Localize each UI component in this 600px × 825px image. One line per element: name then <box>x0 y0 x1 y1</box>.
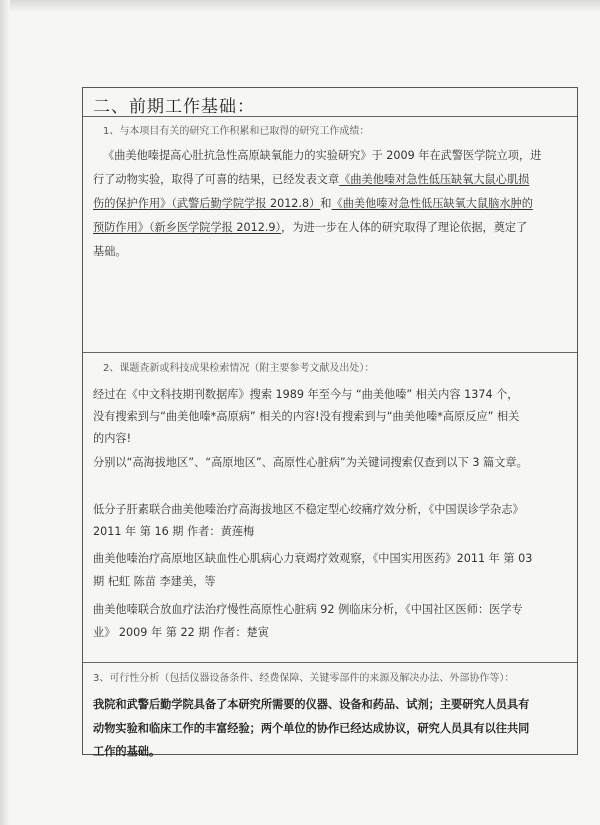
reference-3-line-2: 业》 2009 年 第 22 期 作者：楚寅 <box>93 626 269 639</box>
literature-search-section <box>83 353 577 663</box>
feasibility-text-line-3: 工作的基础。 <box>93 745 161 758</box>
reference-2-line-2: 期 杞虹 陈苗 李建美，等 <box>93 575 216 588</box>
literature-search-heading: 2、课题查新或科技成果检索情况（附主要参考文献及出处）： <box>103 363 375 374</box>
reference-2-line-1: 曲美他嗪治疗高原地区缺血性心肌病心力衰竭疗效观察，《中国实用医药》2011 年 第 03 <box>93 552 533 565</box>
search-text-line-2: 没有搜索到与“曲美他嗪*高原病” 相关的内容!没有搜索到与“曲美他嗪*高原反应” 相关 <box>93 410 520 423</box>
scan-shadow-top <box>0 0 600 12</box>
reference-1-line-2: 2011 年 第 16 期 作者：黄莲梅 <box>93 525 255 538</box>
search-text-line-1: 经过在《中文科技期刊数据库》搜索 1989 年至今与 “曲美他嗪” 相关内容 1374 个， <box>93 388 519 401</box>
published-article-2: 《曲美他嗪对急性低压缺氧大鼠脑水肿的 <box>331 197 533 210</box>
published-article-2-source: 预防作用》（新乡医学院学报 2012.9） <box>93 221 282 234</box>
research-text-line-5: 基础。 <box>93 245 127 258</box>
feasibility-section <box>83 663 577 756</box>
research-text-line-3: 伤的保护作用》（武警后勤学院学报 2012.8）和《曲美他嗪对急性低压缺氧大鼠脑水肿的 <box>93 197 533 210</box>
form-table <box>82 87 578 758</box>
research-text-line-4: 预防作用》（新乡医学院学报 2012.9），为进一步在人体的研究取得了理论依据，奠定了 <box>93 221 528 234</box>
reference-3-line-1: 曲美他嗪联合放血疗法治疗慢性高原性心脏病 92 例临床分析，《中国社区医师：医学专 <box>93 603 523 616</box>
section-title-row <box>83 88 577 117</box>
published-article-1: 《曲美他嗪对急性低压缺氧大鼠心肌损 <box>339 173 530 186</box>
search-text-line-4: 分别以“高海拔地区”、“高原地区”、高原性心脏病”为关键词搜索仅查到以下 3 篇文章。 <box>93 456 528 469</box>
research-accumulation-section <box>83 117 577 353</box>
feasibility-heading: 3、可行性分析（包括仪器设备条件、经费保障、关键零部件的来源及解决办法、外部协作等）： <box>93 673 515 684</box>
published-article-1-source: 伤的保护作用》（武警后勤学院学报 2012.8） <box>93 197 321 210</box>
feasibility-text-line-1: 我院和武警后勤学院具备了本研究所需要的仪器、设备和药品、试剂；主要研究人员具有 <box>93 698 530 711</box>
research-text-line-1: 《曲美他嗪提高心肚抗急性高原缺氧能力的实验研究》于 2009 年在武警医学院立项，进 <box>103 149 542 162</box>
research-text-line-2: 行了动物实验，取得了可喜的结果，已经发表文章《曲美他嗪对急性低压缺氧大鼠心肌损 <box>93 173 530 186</box>
section-title: 二、前期工作基础： <box>93 97 255 117</box>
reference-1-line-1: 低分子肝素联合曲美他嗪治疗高海拔地区不稳定型心绞痛疗效分析，《中国误诊学杂志》 <box>93 503 524 516</box>
scan-shadow-left <box>0 0 10 825</box>
research-accumulation-heading: 1、与本项目有关的研究工作积累和已取得的研究工作成绩： <box>103 126 370 137</box>
search-text-line-3: 的内容! <box>93 432 132 445</box>
feasibility-text-line-2: 动物实验和临床工作的丰富经验；两个单位的协作已经达成协议，研究人员具有以往共同 <box>93 722 530 735</box>
